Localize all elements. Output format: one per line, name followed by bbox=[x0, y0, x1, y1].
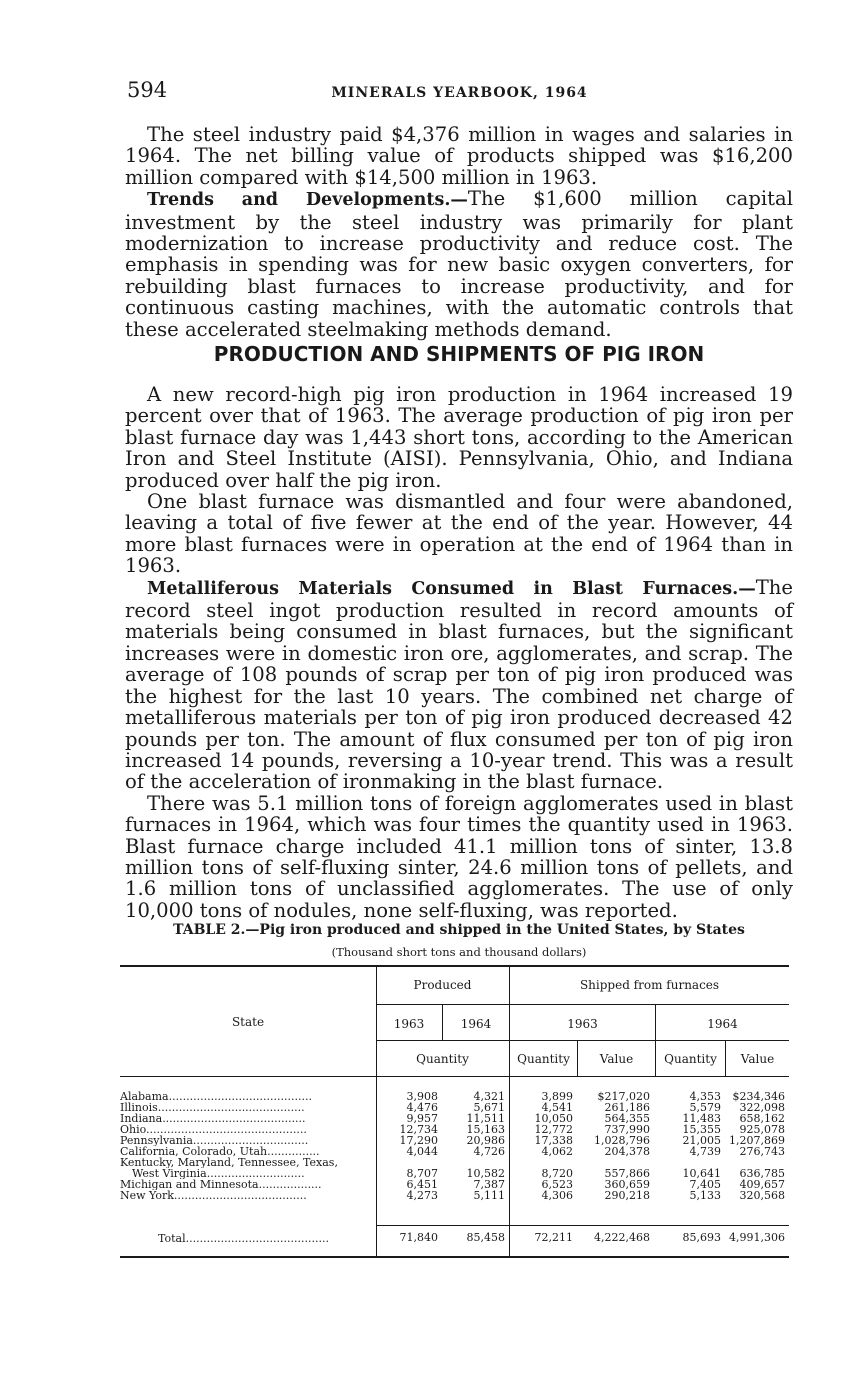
cell-shipped-1963-value: 290,218 bbox=[604, 1189, 650, 1202]
header-shipped-1964-value: Value bbox=[740, 1052, 775, 1066]
cell-produced-1964: 4,321 bbox=[473, 1090, 505, 1103]
cell-shipped-1963-quantity: 8,720 bbox=[541, 1167, 573, 1180]
paragraph-agglomerates: There was 5.1 million tons of foreign agglomerates used in blast furnaces in 1964, which was four times the quantity used in 1963. Blast furnace charge included 41.1 million tons of sinter, 13.8 million tons of self-fluxing sinter, 24.6 million tons of pellets, and 1.6 million tons of unclassified agglomerates. The use of only 10,000 tons of nodules, none self-fluxing, was reported. bbox=[125, 791, 793, 922]
header-state: State bbox=[231, 1015, 265, 1029]
stub-illinois: Illinois.......................................... bbox=[120, 1102, 305, 1114]
pig-iron-table bbox=[120, 960, 789, 1260]
stub-pennsylvania: Pennsylvania................................. bbox=[120, 1135, 309, 1147]
stub-kentucky-group: Kentucky, Maryland, Tennessee, Texas, bbox=[120, 1157, 338, 1169]
col-divider-stub bbox=[376, 967, 377, 1256]
stub-michigan-minnesota: Michigan and Minnesota.................. bbox=[120, 1179, 322, 1191]
cell-shipped-1964-value: 409,657 bbox=[739, 1178, 785, 1191]
cell-produced-1964: 15,163 bbox=[466, 1123, 505, 1136]
table-top-rule bbox=[120, 965, 789, 967]
cell-shipped-1963-quantity: 12,772 bbox=[534, 1123, 573, 1136]
header-rule-shipped bbox=[510, 1004, 789, 1005]
cell-shipped-1964-value: 636,785 bbox=[739, 1167, 785, 1180]
cell-produced-1963: 3,908 bbox=[406, 1090, 438, 1103]
cell-shipped-1963-quantity: 4,062 bbox=[541, 1145, 573, 1158]
cell-produced-1964: 5,671 bbox=[473, 1101, 505, 1114]
cell-shipped-1964-quantity: 4,353 bbox=[689, 1090, 721, 1103]
page-number: 594 bbox=[127, 78, 168, 102]
cell-shipped-1963-quantity: 10,050 bbox=[534, 1112, 573, 1125]
header-shipped-1963: 1963 bbox=[567, 1017, 598, 1031]
col-divider-produced-shipped bbox=[509, 967, 510, 1256]
stub-west-virginia: West Virginia............................ bbox=[132, 1168, 305, 1180]
stub-alabama: Alabama......................................... bbox=[120, 1091, 312, 1103]
stub-ohio: Ohio.............................................. bbox=[120, 1124, 307, 1136]
cell-shipped-1963-value: 737,990 bbox=[604, 1123, 650, 1136]
running-title: MINERALS YEARBOOK, 1964 bbox=[331, 85, 588, 101]
cell-shipped-1964-value: 322,098 bbox=[739, 1101, 785, 1114]
cell-shipped-1964-value: 925,078 bbox=[739, 1123, 785, 1136]
cell-shipped-1964-quantity: 11,483 bbox=[682, 1112, 721, 1125]
cell-produced-1964: 11,511 bbox=[466, 1112, 505, 1125]
total-produced-1963: 71,840 bbox=[399, 1231, 438, 1244]
cell-shipped-1963-value: 557,866 bbox=[604, 1167, 650, 1180]
cell-produced-1963: 4,044 bbox=[406, 1145, 438, 1158]
header-shipped: Shipped from furnaces bbox=[579, 978, 720, 992]
cell-shipped-1963-value: 1,028,796 bbox=[594, 1134, 650, 1147]
cell-shipped-1963-quantity: 17,338 bbox=[534, 1134, 573, 1147]
header-shipped-1963-value: Value bbox=[599, 1052, 634, 1066]
cell-shipped-1963-quantity: 4,541 bbox=[541, 1101, 573, 1114]
cell-produced-1963: 6,451 bbox=[406, 1178, 438, 1191]
cell-shipped-1964-value: 276,743 bbox=[739, 1145, 785, 1158]
header-produced-quantity: Quantity bbox=[416, 1052, 469, 1066]
cell-shipped-1963-value: 360,659 bbox=[604, 1178, 650, 1191]
cell-shipped-1964-value: $234,346 bbox=[732, 1090, 785, 1103]
paragraph-furnaces: One blast furnace was dismantled and four were abandoned, leaving a total of five fewer at the end of the year. However, 44 more blast furnaces were in operation at the end of 1964 than in 1963. bbox=[125, 490, 793, 578]
cell-produced-1963: 17,290 bbox=[399, 1134, 438, 1147]
cell-shipped-1964-quantity: 10,641 bbox=[682, 1167, 721, 1180]
cell-produced-1963: 4,476 bbox=[406, 1101, 438, 1114]
paragraph-trends bbox=[125, 188, 793, 340]
cell-shipped-1963-quantity: 6,523 bbox=[541, 1178, 573, 1191]
header-produced: Produced bbox=[413, 978, 472, 992]
cell-produced-1963: 8,707 bbox=[406, 1167, 438, 1180]
cell-shipped-1963-value: $217,020 bbox=[597, 1090, 650, 1103]
cell-shipped-1964-quantity: 5,579 bbox=[689, 1101, 721, 1114]
paragraph-metalliferous bbox=[125, 577, 793, 793]
cell-shipped-1963-quantity: 4,306 bbox=[541, 1189, 573, 1202]
intro-text bbox=[125, 124, 793, 340]
stub-new-york: New York...................................... bbox=[120, 1190, 307, 1202]
paragraph-metalliferous-text: The record steel ingot production resulted in record amounts of materials being consumed in blast furnaces, but the significant increases were in domestic iron ore, agglomerates, and scrap. The average of 108 pounds of scrap per ton of pig iron produced was the highest for the last 10 years. The combined net charge of metalliferous materials per ton of pig iron produced decreased 42 pounds per ton. The amount of flux consumed per ton of pig iron increased 14 pounds, reversing a 10-year trend. This was a result of the acceleration of ironmaking in the blast furnace. bbox=[125, 575, 793, 794]
total-label: Total......................................... bbox=[158, 1232, 329, 1245]
table-subtitle: (Thousand short tons and thousand dollars) bbox=[331, 945, 587, 959]
stub-california-colorado-utah: California, Colorado, Utah............... bbox=[120, 1146, 320, 1158]
cell-produced-1964: 7,387 bbox=[473, 1178, 505, 1191]
cell-produced-1964: 10,582 bbox=[466, 1167, 505, 1180]
table-title: TABLE 2.—Pig iron produced and shipped in the United States, by States bbox=[173, 922, 745, 938]
total-shipped-1963-value: 4,222,468 bbox=[594, 1231, 650, 1244]
stub-indiana: Indiana......................................... bbox=[120, 1113, 306, 1125]
cell-produced-1963: 4,273 bbox=[406, 1189, 438, 1202]
paragraph-production: A new record-high pig iron production in 1964 increased 19 percent over that of 1963. The average production of pig iron per blast furnace day was 1,443 short tons, according to the American Iron and Steel Institute (AISI). Pennsylvania, Ohio, and Indiana produced over half the pig iron. bbox=[125, 383, 793, 492]
total-shipped-1964-quantity: 85,693 bbox=[682, 1231, 721, 1244]
cell-produced-1964: 20,986 bbox=[466, 1134, 505, 1147]
section-body bbox=[125, 384, 793, 921]
cell-shipped-1963-value: 204,378 bbox=[604, 1145, 650, 1158]
cell-shipped-1964-value: 1,207,869 bbox=[729, 1134, 785, 1147]
cell-shipped-1964-quantity: 7,405 bbox=[689, 1178, 721, 1191]
paragraph-wages: The steel industry paid $4,376 million in wages and salaries in 1964. The net billing value of products shipped was $16,200 million compared with $14,500 million in 1963. bbox=[125, 123, 793, 189]
runin-trends: Trends and Developments.— bbox=[147, 190, 468, 211]
total-produced-1964: 85,458 bbox=[466, 1231, 505, 1244]
header-rule-years bbox=[376, 1040, 789, 1041]
runin-metalliferous: Metalliferous Materials Consumed in Blast Furnaces.— bbox=[147, 578, 756, 599]
section-heading: PRODUCTION AND SHIPMENTS OF PIG IRON bbox=[213, 342, 705, 366]
header-shipped-1964-quantity: Quantity bbox=[664, 1052, 717, 1066]
cell-produced-1964: 4,726 bbox=[473, 1145, 505, 1158]
paragraph-trends-text: The $1,600 million capital investment by the steel industry was primarily for plant modernization to increase productivity and reduce cost. The emphasis in spending was for new basic oxygen converters, for rebuilding blast furnaces to increase productivity, and for continuous casting machines, with the automatic controls that these accelerated steelmaking methods demand. bbox=[125, 187, 793, 341]
cell-produced-1963: 12,734 bbox=[399, 1123, 438, 1136]
total-rule bbox=[376, 1225, 789, 1226]
cell-shipped-1964-quantity: 15,355 bbox=[682, 1123, 721, 1136]
page-header bbox=[127, 78, 792, 106]
cell-produced-1963: 9,957 bbox=[406, 1112, 438, 1125]
header-shipped-1963-quantity: Quantity bbox=[517, 1052, 570, 1066]
cell-shipped-1964-quantity: 21,005 bbox=[682, 1134, 721, 1147]
table-bottom-rule bbox=[120, 1256, 789, 1258]
header-shipped-1964: 1964 bbox=[707, 1017, 738, 1031]
header-produced-1964: 1964 bbox=[460, 1017, 492, 1031]
cell-shipped-1963-value: 564,355 bbox=[604, 1112, 650, 1125]
total-shipped-1964-value: 4,991,306 bbox=[729, 1231, 785, 1244]
cell-shipped-1963-value: 261,186 bbox=[604, 1101, 650, 1114]
cell-shipped-1964-quantity: 5,133 bbox=[689, 1189, 721, 1202]
header-bottom-rule bbox=[120, 1076, 789, 1077]
cell-shipped-1964-value: 320,568 bbox=[739, 1189, 785, 1202]
cell-shipped-1964-value: 658,162 bbox=[739, 1112, 785, 1125]
cell-shipped-1964-quantity: 4,739 bbox=[689, 1145, 721, 1158]
total-shipped-1963-quantity: 72,211 bbox=[534, 1231, 573, 1244]
cell-produced-1964: 5,111 bbox=[473, 1189, 505, 1202]
header-produced-1963: 1963 bbox=[393, 1017, 425, 1031]
cell-shipped-1963-quantity: 3,899 bbox=[541, 1090, 573, 1103]
